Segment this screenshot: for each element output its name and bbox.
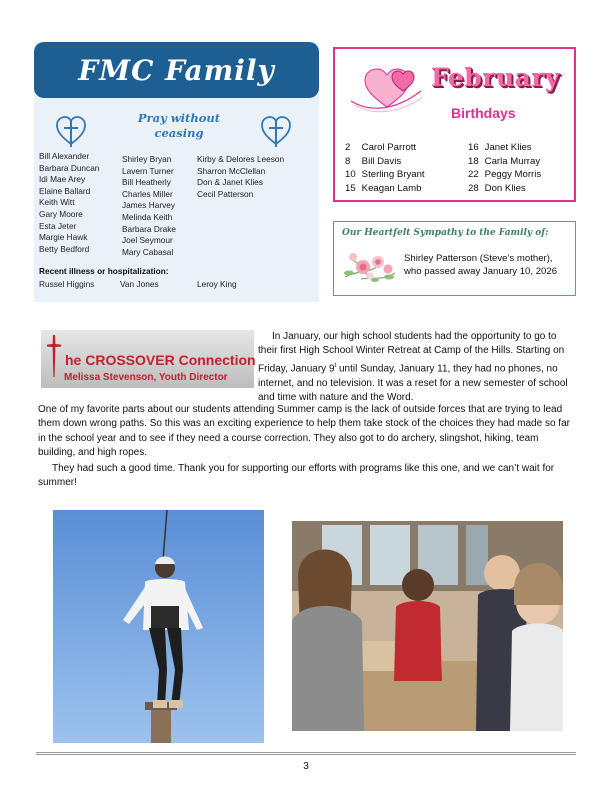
prayer-name: Idi Mae Arey — [39, 174, 86, 185]
birthday-entry — [468, 155, 541, 169]
birthday-name: Janet Klies — [484, 142, 532, 153]
group-photo — [292, 521, 563, 731]
birthday-day: 16 — [468, 142, 479, 153]
birthday-name: Carol Parrott — [361, 142, 417, 153]
prayer-list-column-1 — [39, 151, 99, 255]
birthday-list-left — [345, 141, 425, 195]
prayer-list-column-2 — [122, 154, 176, 258]
illness-name: Russel Higgins — [39, 279, 95, 289]
birthday-entry — [345, 168, 425, 182]
prayer-name: Mary Cabasal — [122, 246, 174, 257]
flowers-icon — [341, 247, 399, 287]
crossover-cross-icon — [46, 334, 62, 378]
birthday-day: 18 — [468, 155, 479, 167]
sympathy-line: who passed away January 10, 2026 — [404, 266, 558, 277]
prayer-name: Margie Hawk — [39, 232, 88, 243]
birthday-name: Carla Murray — [484, 155, 541, 167]
crossover-banner — [41, 330, 254, 388]
prayer-name: James Harvey — [122, 200, 176, 211]
birthday-name: Sterling Bryant — [361, 169, 425, 181]
prayer-name: Joel Seymour — [122, 235, 173, 246]
hearts-icon — [347, 61, 425, 117]
prayer-name: Elaine Ballard — [39, 185, 91, 196]
prayer-name: Barbara Drake — [122, 223, 176, 234]
birthday-day: 28 — [468, 182, 479, 194]
family-banner — [34, 42, 319, 98]
sympathy-line: Shirley Patterson (Steve’s mother), — [404, 253, 553, 264]
crossover-title: he CROSSOVER Connection — [65, 352, 256, 368]
prayer-name: Lavern Turner — [122, 165, 174, 176]
illness-name: Leroy King — [197, 279, 237, 289]
birthday-name: Bill Davis — [361, 155, 402, 167]
birthday-entry — [345, 182, 425, 196]
footer-rule — [36, 752, 576, 755]
page-number: 3 — [303, 761, 309, 772]
prayer-name: Bill Heatherly — [122, 177, 171, 188]
prayer-name: Bill Alexander — [39, 151, 90, 161]
cross-heart-icon — [54, 114, 88, 148]
prayer-panel — [34, 42, 319, 302]
prayer-name: Betty Bedford — [39, 243, 90, 254]
high-ropes-photo — [53, 510, 264, 743]
article-text-segment: until Sunday, January 11, they had no phones, no internet, and no television. It was a reset for a new semester of school and time with nature and the Word. — [258, 363, 568, 403]
birthday-entry — [345, 141, 425, 155]
article-superscript: t — [334, 362, 337, 369]
prayer-name: Sharron McClellan — [197, 165, 266, 176]
prayer-name: Esta Jeter — [39, 220, 77, 231]
sympathy-box — [333, 221, 576, 296]
birthday-day: 10 — [345, 169, 356, 181]
article-paragraph-body: One of my favorite parts about our students attending Summer camp is the lack of outside forces that are trying to lead them down wrong paths. So this was an exciting experience to help them take stock of the choices they had made so far in the school year and to see if they need a course correction. They also got to do archery, slingshot, hiking, team building, and high ropes. — [38, 404, 570, 459]
crossover-subtitle: Melissa Stevenson, Youth Director — [64, 372, 228, 383]
prayer-name: Cecil Patterson — [197, 188, 254, 199]
prayer-name: Shirley Bryan — [122, 154, 172, 164]
prayer-name: Keith Witt — [39, 197, 75, 208]
birthday-day: 22 — [468, 169, 479, 181]
birthday-day: 15 — [345, 182, 356, 194]
prayer-name: Barbara Duncan — [39, 162, 100, 173]
prayer-name: Don & Janet Klies — [197, 177, 263, 188]
article-paragraph-closing: They had such a good time. Thank you for supporting our efforts with programs like this one, and we can’t wait for summer! — [38, 463, 555, 489]
prayer-name: Melinda Keith — [122, 211, 173, 222]
sympathy-heading: Our Heartfelt Sympathy to the Family of: — [342, 228, 549, 238]
article-paragraph-intro — [258, 330, 570, 405]
birthday-name: Peggy Morris — [484, 169, 542, 181]
birthdays-label: Birthdays — [451, 105, 516, 121]
prayer-name: Charles Miller — [122, 188, 173, 199]
illness-name: Van Jones — [120, 279, 159, 289]
birthday-box — [333, 47, 576, 202]
prayer-name: Gary Moore — [39, 208, 83, 219]
birthday-list-right — [468, 141, 541, 195]
article-text-segment: In January, our high school students had the opportunity to go to their first High School Winter Retreat at Camp of the Hills. Starting on Friday, January 9 — [258, 331, 565, 375]
birthday-month-title: February — [431, 63, 561, 92]
birthday-name: Keagan Lamb — [361, 182, 422, 194]
cross-heart-icon — [259, 114, 293, 148]
prayer-list-column-3 — [197, 154, 284, 200]
birthday-day: 8 — [345, 155, 351, 167]
birthday-entry — [468, 141, 541, 155]
birthday-entry — [468, 168, 541, 182]
family-title: FMC Family — [78, 53, 275, 87]
prayer-name: Kirby & Delores Leeson — [197, 154, 285, 164]
birthday-day: 2 — [345, 142, 351, 153]
pray-heading: Pray without ceasing — [137, 111, 221, 140]
illness-heading: Recent illness or hospitalization: — [39, 266, 169, 276]
birthday-entry — [345, 155, 425, 169]
birthday-name: Don Klies — [484, 182, 526, 194]
birthday-entry — [468, 182, 541, 196]
sympathy-text — [404, 252, 572, 278]
